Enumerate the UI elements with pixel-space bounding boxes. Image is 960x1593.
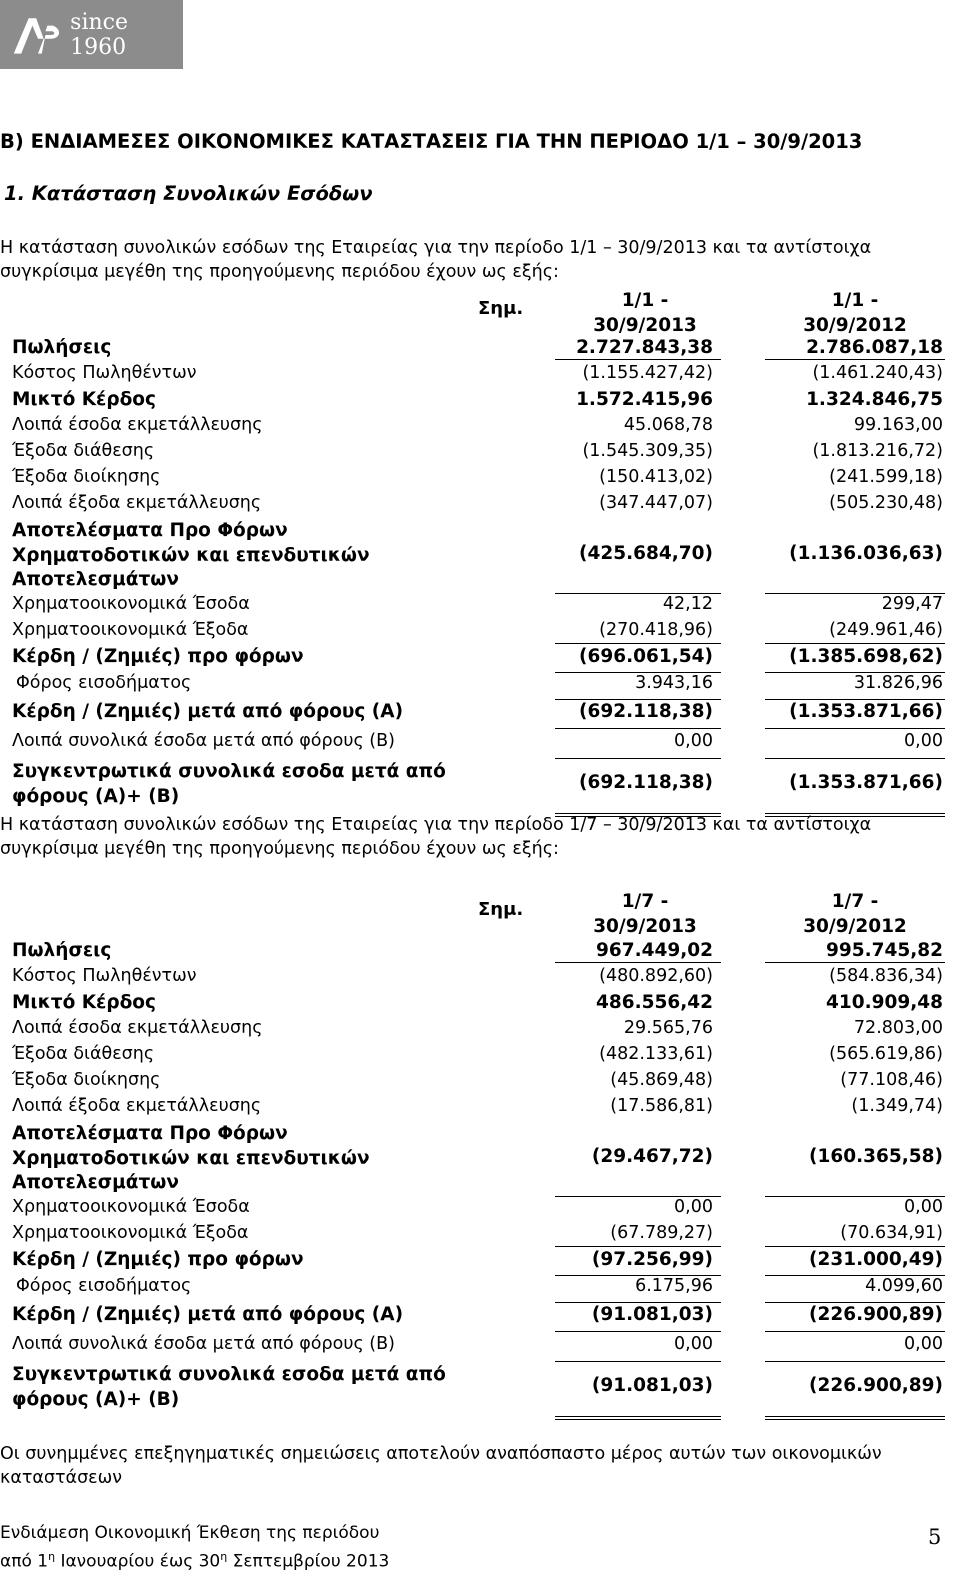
row-label-line: Πωλήσεις [12,337,112,358]
row-label [12,519,370,593]
rule-line [555,359,721,360]
row-label-line: Κέρδη / (Ζημιές) μετά από φόρους (Α) [12,1304,404,1325]
value-prior: (70.634,91) [840,1223,943,1243]
period-header-current [555,288,735,338]
value-prior: (226.900,89) [809,1375,943,1396]
value-prior: 31.826,96 [853,673,943,693]
footnote: Οι συνημμένες επεξηγηματικές σημειώσεις αποτελούν αναπόσπαστο μέρος αυτών των οικονομικών καταστάσεων [0,1444,882,1488]
value-prior: (565.619,86) [829,1044,943,1064]
value-prior: (1.136.036,63) [789,543,943,564]
rule-line [765,1331,945,1332]
row-label [12,646,304,667]
period-header-line: 1/7 - [831,891,879,912]
section-title: 1. Κατάσταση Συνολικών Εσόδων [4,182,373,205]
rule-line [765,699,945,700]
value-current: (482.133,61) [599,1044,713,1064]
row-label-line: φόρους (Α)+ (Β) [12,1388,180,1410]
row-label-line: Λοιπά έξοδα εκμετάλλευσης [12,1096,262,1116]
value-current: 1.572.415,96 [576,389,713,410]
value-current: 2.727.843,38 [576,337,713,358]
row-label [12,1197,250,1217]
row-label [12,1304,403,1325]
row-label [12,1070,160,1090]
value-current: 3.943,16 [635,673,713,693]
row-label-line: Έξοδα διάθεσης [12,441,155,461]
rule-line [765,359,945,360]
row-label-line: Κέρδη / (Ζημιές) προ φόρων [12,1249,304,1270]
row-label [12,594,250,614]
page-heading: Β) ΕΝΔΙΑΜΕΣΕΣ ΟΙΚΟΝΟΜΙΚΕΣ ΚΑΤΑΣΤΑΣΕΙΣ ΓΙΑ ΤΗΝ ΠΕΡΙΟΔΟ 1/1 – 30/9/2013 [0,130,863,153]
row-label-line: Αποτελεσμάτων [12,1172,179,1193]
note-header: Σημ. [478,298,524,319]
value-prior: (1.353.871,66) [789,701,943,722]
value-current: (29.467,72) [591,1146,713,1167]
row-label [12,1334,395,1354]
company-logo [0,0,183,69]
rule-line [555,593,721,594]
row-label [12,493,261,513]
value-prior: (1.353.871,66) [789,772,943,793]
rule-line [555,1331,721,1332]
row-label-line: Λοιπά συνολικά έσοδα μετά από φόρους (Β) [12,731,395,751]
row-label-line: Λοιπά έξοδα εκμετάλλευσης [12,493,262,513]
value-prior: 299,47 [881,594,943,614]
value-prior: (77.108,46) [840,1070,943,1090]
rule-line [555,1246,721,1247]
rule-line [765,1275,945,1276]
value-current: (97.256,99) [591,1249,713,1270]
row-label-line: Αποτελέσματα Προ Φόρων [12,520,288,541]
row-label [12,467,160,487]
row-label [12,966,197,986]
row-label-line: Κέρδη / (Ζημιές) προ φόρων [12,646,304,667]
value-prior: (584.836,34) [829,966,943,986]
value-prior: (226.900,89) [809,1304,943,1325]
row-label-line: Αποτελέσματα Προ Φόρων [12,1123,288,1144]
row-label [12,992,156,1013]
rule-line [555,1196,721,1197]
rule-line [555,672,721,673]
value-current: (696.061,54) [579,646,713,667]
value-current: (425.684,70) [579,543,713,564]
footer-line-2: από $1^\eta$ Ιανουαρίου έως $30^\eta$ Σεπτεμβρίου 2013 [0,1550,390,1572]
period-header-line: 1/1 - [831,290,879,311]
value-current: (692.118,38) [579,772,713,793]
logo-mark-icon [10,9,64,61]
row-label [16,1276,191,1296]
value-prior: 0,00 [904,731,943,751]
row-label [12,1122,370,1196]
value-current: (347.447,07) [599,493,713,513]
row-label-line: Χρηματοδοτικών και επενδυτικών [12,1147,370,1169]
row-label-line: Χρηματοοικονομικά Έσοδα [12,594,250,614]
value-current: (91.081,03) [591,1304,713,1325]
value-prior: (505.230,48) [829,493,943,513]
row-label-line: Χρηματοοικονομικά Έξοδα [12,1223,249,1243]
value-prior: 0,00 [904,1334,943,1354]
value-prior: 4.099,60 [865,1276,943,1296]
row-label-line: Έξοδα διοίκησης [12,1070,161,1090]
rule-line [765,728,945,729]
note-header: Σημ. [478,899,524,920]
period-header-line: 30/9/2012 [803,916,907,937]
rule-line [765,1196,945,1197]
value-current: (480.892,60) [599,966,713,986]
period-header-prior [765,889,945,939]
rule-line [555,962,721,963]
row-label [12,363,197,383]
value-prior: 2.786.087,18 [806,337,943,358]
value-prior: (249.961,46) [829,620,943,640]
row-label-line: Λοιπά συνολικά έσοδα μετά από φόρους (Β) [12,1334,395,1354]
rule-line [765,672,945,673]
row-label [12,441,154,461]
row-label-line: Μικτό Κέρδος [12,389,156,410]
row-label [12,337,111,358]
rule-line [765,758,945,759]
rule-line [765,643,945,644]
row-label-line: Λοιπά έσοδα εκμετάλλευσης [12,415,263,435]
rule-line [765,593,945,594]
footer-line-1: Ενδιάμεση Οικονομική Έκθεση της περιόδου [0,1523,380,1543]
value-current: 29.565,76 [623,1018,713,1038]
row-label-line: Χρηματοδοτικών και επενδυτικών [12,544,370,566]
value-current: (1.155.427,42) [582,363,713,383]
value-prior: (1.813.216,72) [812,441,943,461]
intro-text: Η κατάσταση συνολικών εσόδων της Εταιρείας για την περίοδο 1/1 – 30/9/2013 και τα αντίστοιχα συγκρίσιμα μεγέθη της προηγούμενης περιόδου έχουν ως εξής: [0,238,872,282]
value-current: 45.068,78 [623,415,713,435]
row-label-line: Μικτό Κέρδος [12,992,156,1013]
value-prior: (1.385.698,62) [789,646,943,667]
row-label-line: Χρηματοοικονομικά Έξοδα [12,620,249,640]
row-label-line: Κόστος Πωληθέντων [12,363,197,383]
row-label-line: Πωλήσεις [12,940,112,961]
row-label-line: Έξοδα διάθεσης [12,1044,155,1064]
row-label [12,940,111,961]
period-header-current [555,889,735,939]
row-label [12,620,248,640]
rule-line [555,643,721,644]
value-current: (150.413,02) [599,467,713,487]
row-label [12,415,263,435]
row-label-line: Φόρος εισοδήματος [16,1276,192,1296]
value-current: 0,00 [674,731,713,751]
period-header-line: 1/1 - [621,290,669,311]
row-label-line: Έξοδα διοίκησης [12,467,161,487]
value-current: (1.545.309,35) [582,441,713,461]
value-current: 0,00 [674,1334,713,1354]
value-current: (270.418,96) [599,620,713,640]
row-label-line: Χρηματοοικονομικά Έσοδα [12,1197,250,1217]
row-label [12,1363,446,1412]
value-current: 0,00 [674,1197,713,1217]
value-prior: (231.000,49) [809,1249,943,1270]
rule-line [765,1246,945,1247]
rule-line [765,1361,945,1362]
row-label [12,1249,304,1270]
row-label [12,389,156,410]
row-label-line: Συγκεντρωτικά συνολικά εσοδα μετά από [12,761,446,782]
rule-line [555,758,721,759]
double-rule [555,1416,721,1420]
value-current: (17.586,81) [610,1096,713,1116]
value-prior: 410.909,48 [825,992,943,1013]
row-label [12,1044,154,1064]
period-header-prior [765,288,945,338]
value-current: 486.556,42 [595,992,713,1013]
value-current: (45.869,48) [610,1070,713,1090]
row-label-line: Κόστος Πωληθέντων [12,966,197,986]
value-current: (67.789,27) [610,1223,713,1243]
page-number: 5 [928,1525,942,1549]
value-current: 42,12 [662,594,713,614]
period-header-line: 30/9/2013 [593,315,697,336]
value-prior: 72.803,00 [853,1018,943,1038]
period-header-line: 30/9/2013 [593,916,697,937]
value-current: 967.449,02 [595,940,713,961]
rule-line [765,1302,945,1303]
period-header-line: 1/7 - [621,891,669,912]
rule-line [555,1275,721,1276]
row-label-line: φόρους (Α)+ (Β) [12,785,180,807]
row-label [12,1018,263,1038]
value-prior: (241.599,18) [829,467,943,487]
row-label [12,760,446,809]
row-label [12,1096,261,1116]
row-label-line: Κέρδη / (Ζημιές) μετά από φόρους (Α) [12,701,404,722]
row-label-line: Φόρος εισοδήματος [16,673,192,693]
rule-line [765,962,945,963]
row-label [12,701,403,722]
row-label [12,1223,248,1243]
row-label [12,731,395,751]
value-prior: (160.365,58) [809,1146,943,1167]
row-label-line: Συγκεντρωτικά συνολικά εσοδα μετά από [12,1364,446,1385]
value-prior: 995.745,82 [825,940,943,961]
value-prior: 0,00 [904,1197,943,1217]
value-prior: (1.349,74) [851,1096,943,1116]
rule-line [555,1361,721,1362]
row-label-line: Αποτελεσμάτων [12,569,179,590]
intro-text: Η κατάσταση συνολικών εσόδων της Εταιρείας για την περίοδο 1/7 – 30/9/2013 και τα αντίστοιχα συγκρίσιμα μεγέθη της προηγούμενης περιόδου έχουν ως εξής: [0,815,872,859]
rule-line [555,699,721,700]
page-footer [0,1522,389,1574]
logo-text: since 1960 [70,9,128,60]
period-header-line: 30/9/2012 [803,315,907,336]
value-current: (692.118,38) [579,701,713,722]
value-prior: 99.163,00 [853,415,943,435]
double-rule [765,1416,945,1420]
rule-line [555,1302,721,1303]
value-prior: (1.461.240,43) [812,363,943,383]
row-label [16,673,191,693]
value-current: 6.175,96 [635,1276,713,1296]
value-current: (91.081,03) [591,1375,713,1396]
value-prior: 1.324.846,75 [806,389,943,410]
rule-line [555,728,721,729]
row-label-line: Λοιπά έσοδα εκμετάλλευσης [12,1018,263,1038]
